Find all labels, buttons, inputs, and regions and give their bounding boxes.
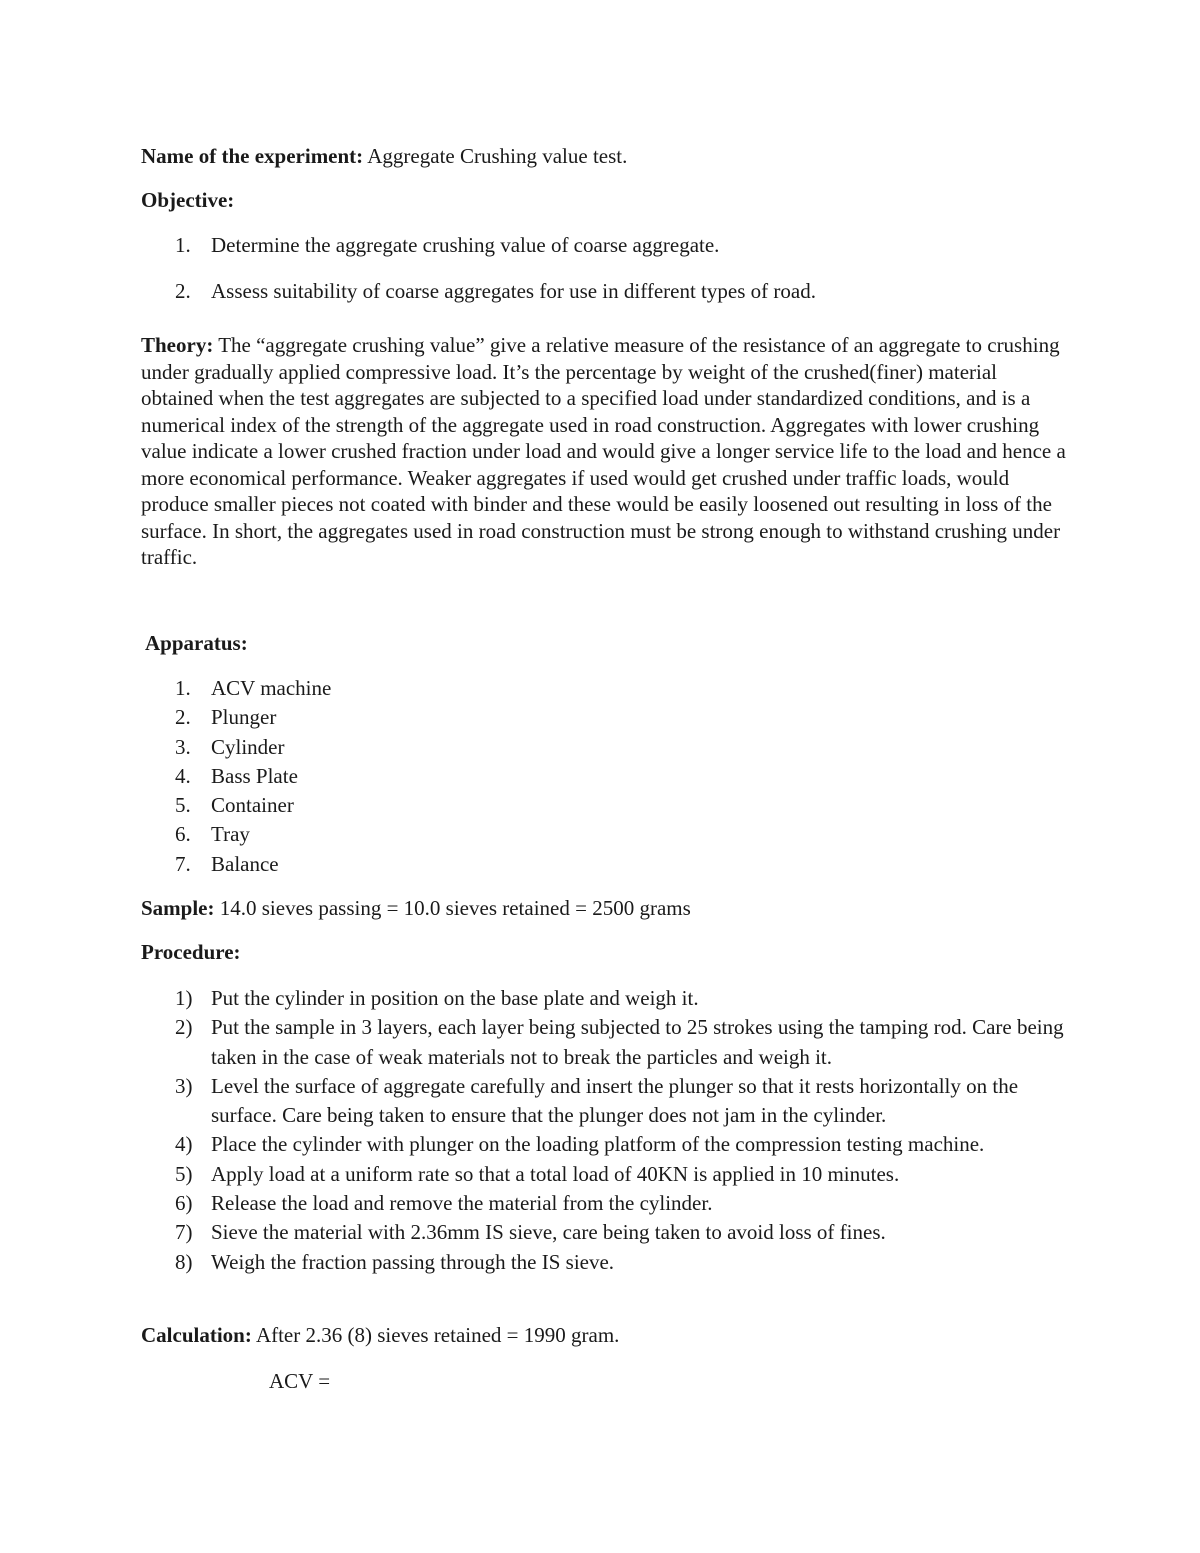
calculation-line <box>141 1322 1071 1349</box>
list-text: Place the cylinder with plunger on the loading platform of the compression testing machine. <box>211 1132 985 1157</box>
list-text: Cylinder <box>211 734 285 759</box>
list-number: 1. <box>175 233 191 257</box>
list-item <box>141 762 1071 791</box>
list-item <box>141 278 1071 305</box>
list-text: Tray <box>211 822 250 847</box>
apparatus-heading <box>145 630 1075 657</box>
list-item <box>141 674 1071 703</box>
list-text: Balance <box>211 851 279 876</box>
list-number: 3) <box>175 1073 193 1098</box>
list-item <box>141 1189 1066 1218</box>
objective-list-wrap <box>141 232 1071 323</box>
objective-heading-text: Objective: <box>141 188 235 212</box>
list-item <box>141 1130 1066 1159</box>
list-number: 7. <box>175 851 191 876</box>
list-text: Level the surface of aggregate carefully and insert the plunger so that it rests horizontally on the surface. Care being taken to ensure that the plunger does not jam in the cylinder. <box>211 1073 1019 1128</box>
procedure-list-wrap <box>141 984 1066 1277</box>
list-number: 6) <box>175 1191 193 1216</box>
list-item <box>141 850 1071 879</box>
procedure-list <box>141 984 1066 1277</box>
list-item <box>141 1072 1066 1131</box>
list-text: Release the load and remove the material from the cylinder. <box>211 1191 713 1216</box>
procedure-heading-text: Procedure: <box>141 940 241 964</box>
list-number: 4) <box>175 1132 193 1157</box>
list-item <box>141 1218 1066 1247</box>
list-text: Apply load at a uniform rate so that a total load of 40KN is applied in 10 minutes. <box>211 1161 900 1186</box>
list-number: 2. <box>175 278 191 303</box>
list-number: 1) <box>175 986 193 1010</box>
list-item <box>141 984 1066 1013</box>
calculation-label: Calculation: <box>141 1323 252 1347</box>
list-item <box>141 1160 1066 1189</box>
list-item <box>141 820 1071 849</box>
list-item <box>141 1013 1066 1072</box>
list-number: 1. <box>175 676 191 700</box>
list-number: 3. <box>175 734 191 759</box>
list-text: Determine the aggregate crushing value of coarse aggregate. <box>211 233 720 257</box>
acv-formula-text: ACV = <box>269 1369 331 1393</box>
list-item <box>141 733 1071 762</box>
experiment-value: Aggregate Crushing value test. <box>367 144 628 168</box>
sample-text: 14.0 sieves passing = 10.0 sieves retained = 2500 grams <box>219 896 691 920</box>
list-text: ACV machine <box>211 676 332 700</box>
objective-list <box>141 232 1071 304</box>
list-item <box>141 791 1071 820</box>
list-number: 2. <box>175 705 191 730</box>
list-text: Container <box>211 793 294 818</box>
sample-label: Sample: <box>141 896 215 920</box>
list-number: 8) <box>175 1249 193 1274</box>
theory-text: The “aggregate crushing value” give a relative measure of the resistance of an aggregate to crushing under gradually applied compressive load. It’s the percentage by weight of the crushed(finer) material obtained when the test aggregates are subjected to a specified load under standardized conditions, and is a numerical index of the strength of the aggregate used in road construction. Aggregates with lower crushing value indicate a lower crushed fraction under load and would give a longer service life to the load and hence a more economical performance. Weaker aggregates if used would get crushed under traffic loads, would produce smaller pieces not coated with binder and these would be easily loosened out resulting in loss of the surface. In short, the aggregates used in road construction must be strong enough to withstand crushing under traffic. <box>141 333 1066 569</box>
list-item <box>141 703 1071 732</box>
apparatus-heading-text: Apparatus: <box>145 631 248 655</box>
apparatus-list-wrap <box>141 674 1071 879</box>
list-text: Put the sample in 3 layers, each layer being subjected to 25 strokes using the tamping rod. Care being taken in the case of weak materials not to break the particles and weigh it. <box>211 1015 1064 1069</box>
list-item <box>141 1248 1066 1277</box>
list-number: 5. <box>175 793 191 818</box>
list-item <box>141 232 1071 259</box>
list-number: 2) <box>175 1015 193 1040</box>
experiment-label: Name of the experiment: <box>141 144 364 168</box>
list-text: Assess suitability of coarse aggregates for use in different types of road. <box>211 278 816 303</box>
list-number: 4. <box>175 763 191 788</box>
sample-line <box>141 895 1071 922</box>
apparatus-list <box>141 674 1071 879</box>
list-text: Weigh the fraction passing through the IS sieve. <box>211 1249 615 1274</box>
list-number: 6. <box>175 822 191 847</box>
objective-heading <box>141 187 1071 214</box>
acv-formula <box>269 1368 569 1395</box>
procedure-heading <box>141 939 1071 966</box>
experiment-line <box>141 143 1071 170</box>
theory-paragraph <box>141 332 1066 571</box>
list-number: 5) <box>175 1161 193 1186</box>
list-text: Sieve the material with 2.36mm IS sieve, care being taken to avoid loss of fines. <box>211 1220 886 1245</box>
calculation-text: After 2.36 (8) sieves retained = 1990 gram. <box>255 1323 620 1347</box>
list-text: Bass Plate <box>211 763 298 788</box>
theory-label: Theory: <box>141 333 214 357</box>
list-text: Plunger <box>211 705 277 730</box>
list-text: Put the cylinder in position on the base plate and weigh it. <box>211 986 699 1010</box>
list-number: 7) <box>175 1220 193 1245</box>
